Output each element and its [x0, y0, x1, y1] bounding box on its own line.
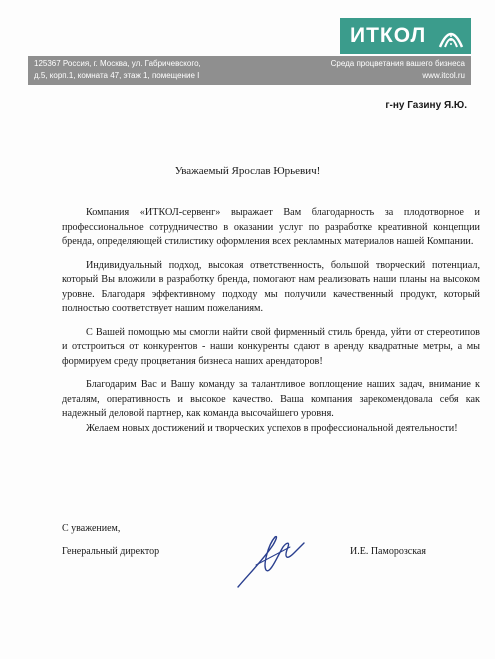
- company-logo: [340, 18, 471, 54]
- logo-text: ИТКОЛ: [350, 24, 427, 47]
- paragraph-3: С Вашей помощью мы смогли найти свой фирменный стиль бренда, уйти от стереотипов и отстроиться от конкурентов - наши конкуренты сдают в аренду квадратные метры, а мы формируем среду процветания бизнеса наших арендаторов!: [62, 326, 480, 367]
- signer-position: Генеральный директор: [62, 546, 160, 557]
- closing: С уважением,: [62, 523, 121, 534]
- address-line-1: 125367 Россия, г. Москва, ул. Габричевского,: [34, 59, 201, 68]
- letterhead-bar: [28, 56, 471, 85]
- company-address: [34, 58, 201, 82]
- company-tagline-block: [331, 58, 465, 82]
- address-line-2: д.5, корп.1, комната 47, этаж 1, помещение I: [34, 71, 200, 80]
- paragraph-5: Желаем новых достижений и творческих успехов в профессиональной деятельности!: [86, 422, 458, 434]
- road-arch-icon: [438, 23, 464, 49]
- handwritten-signature: [228, 525, 308, 595]
- tagline: Среда процветания вашего бизнеса: [330, 59, 465, 68]
- paragraph-2: Индивидуальный подход, высокая ответственность, большой творческий потенциал, который Вы вложили в разработку бренда, помогают нам реализовать наши планы на высоком уровне. Благодаря эффективному подходу мы получили качественный продукт, который полностью соответствует нашим пожеланиям.: [62, 259, 480, 314]
- paragraph-1: Компания «ИТКОЛ-сервенг» выражает Вам благодарность за плодотворное и профессиональное сотрудничество в оказании услуг по разработке креативной концепции бренда, определяющей стилистику оформления всех рекламных материалов нашей Компании.: [62, 207, 480, 247]
- paragraph-4: Благодарим Вас и Вашу команду за талантливое воплощение наших задач, внимание к деталям, оперативность и высокое качество. Ваша компания зарекомендовала себя как надежный деловой партнер, как команда высочайшего уровня.: [62, 379, 480, 419]
- recipient: г-ну Газину Я.Ю.: [385, 100, 467, 111]
- greeting: Уважаемый Ярослав Юрьевич!: [174, 165, 321, 177]
- letter-body: [62, 206, 480, 445]
- website: www.itcol.ru: [422, 71, 465, 80]
- signer-name: И.Е. Паморозская: [350, 546, 426, 557]
